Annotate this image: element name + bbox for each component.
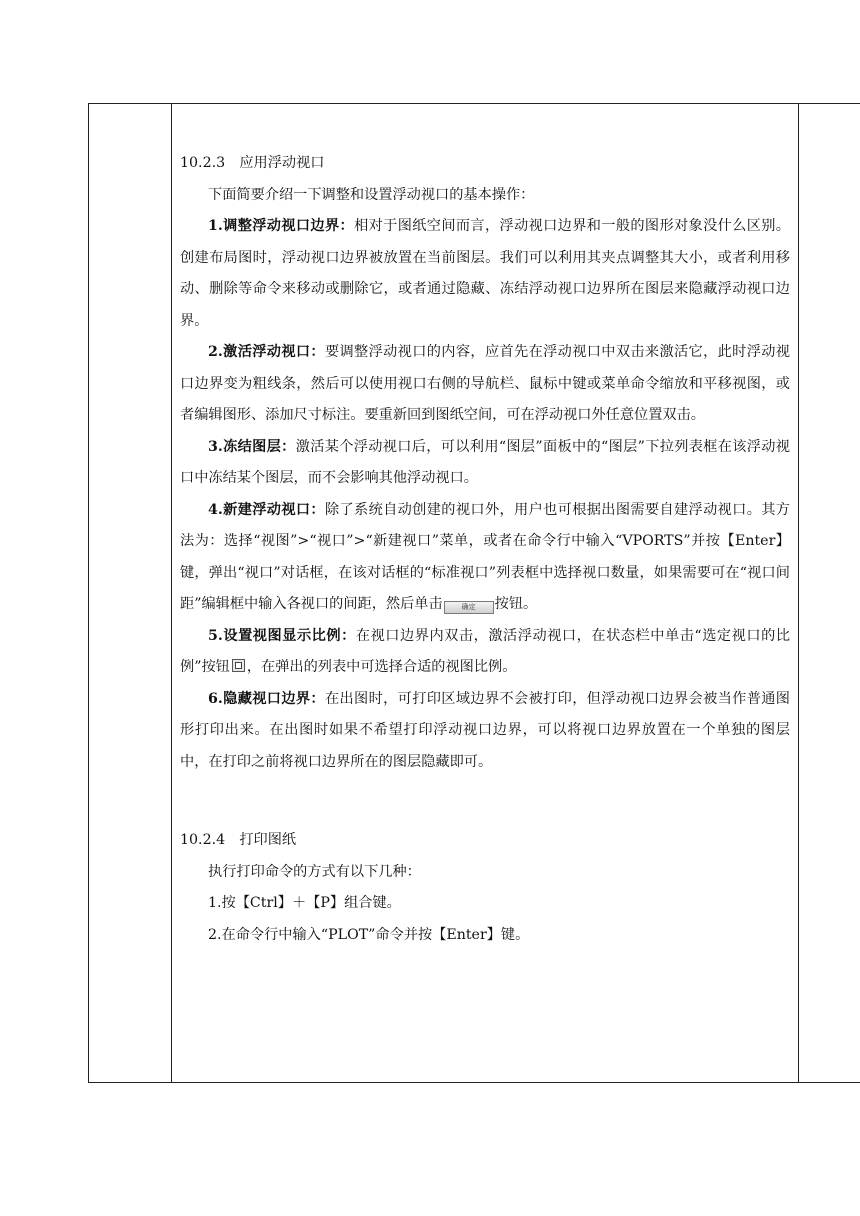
- item-title: 1.调整浮动视口边界：: [208, 218, 355, 234]
- item-new-viewport: [180, 495, 790, 621]
- lesson-table: [88, 103, 860, 1083]
- item-text: 在出图时，可打印区域边界不会被打印，但浮动视口边界会被当作普通图形打印出来。在出图时如果不希望打印浮动视口边界，可以将视口边界放置在一个单独的图层中，在打印之前将视口边界所在的图层隐藏即可。: [180, 690, 790, 770]
- item-activate-viewport: [180, 337, 790, 432]
- item-text: 除了系统自动创建的视口外，用户也可根据出图需要自建浮动视口。其方法为：选择“视图”>“视口”>“新建视口”菜单，或者在命令行中输入“VPORTS”并按【Enter】键，弹出“视口”对话框，在该对话框的“标准视口”列表框中选择视口数量，如果需要可在“视口间距”编辑框中输入各视口的间距，然后单击: [180, 501, 790, 612]
- item-set-view-scale: [180, 621, 790, 684]
- item-hide-viewport-border: [180, 684, 790, 779]
- item-text-after: 按钮。: [494, 596, 538, 612]
- section-intro: 下面简要介绍一下调整和设置浮动视口的基本操作：: [208, 186, 535, 203]
- item-title: 4.新建浮动视口：: [208, 501, 325, 518]
- item-text: 激活某个浮动视口后，可以利用“图层”面板中的“图层”下拉列表框在该浮动视口中冻结某个图层，而不会影响其他浮动视口。: [180, 438, 790, 486]
- item-text-after: ，在弹出的列表中可选择合适的视图比例。: [246, 659, 517, 675]
- section-heading-10-2-4: 10.2.4 打印图纸: [180, 832, 297, 848]
- item-adjust-viewport-border: [180, 211, 790, 337]
- item-title: 2.激活浮动视口：: [208, 344, 325, 360]
- section-heading-10-2-3: 10.2.3 应用浮动视口: [180, 155, 325, 171]
- column-divider-right: [798, 104, 799, 1082]
- viewport-scale-icon: [232, 659, 245, 672]
- item-title: 5.设置视图显示比例：: [208, 627, 356, 644]
- section-spacer: [180, 778, 790, 825]
- section-intro: 执行打印命令的方式有以下几种：: [208, 863, 421, 880]
- item-freeze-layer: [180, 432, 790, 495]
- print-method-1: 1.按【Ctrl】＋【P】组合键。: [208, 895, 401, 911]
- item-text: 在视口边界内双击，激活浮动视口，在状态栏中单击“选定视口的比例”按钮: [180, 627, 791, 675]
- column-divider-left: [171, 104, 172, 1082]
- ok-button-image: 确定: [444, 601, 494, 614]
- item-title: 3.冻结图层：: [208, 438, 296, 455]
- item-title: 6.隐藏视口边界：: [208, 690, 325, 707]
- print-method-2: 2.在命令行中输入“PLOT”命令并按【Enter】键。: [208, 926, 530, 943]
- table-content-cell: [180, 148, 790, 951]
- item-text: 相对于图纸空间而言，浮动视口边界和一般的图形对象没什么区别。创建布局图时，浮动视口边界被放置在当前图层。我们可以利用其夹点调整其大小，或者利用移动、删除等命令来移动或删除它，或者通过隐藏、冻结浮动视口边界所在图层来隐藏浮动视口边界。: [180, 218, 790, 329]
- item-text: 要调整浮动视口的内容，应首先在浮动视口中双击来激活它，此时浮动视口边界变为粗线条，然后可以使用视口右侧的导航栏、鼠标中键或菜单命令缩放和平移视图，或者编辑图形、添加尺寸标注。要重新回到图纸空间，可在浮动视口外任意位置双击。: [180, 344, 790, 423]
